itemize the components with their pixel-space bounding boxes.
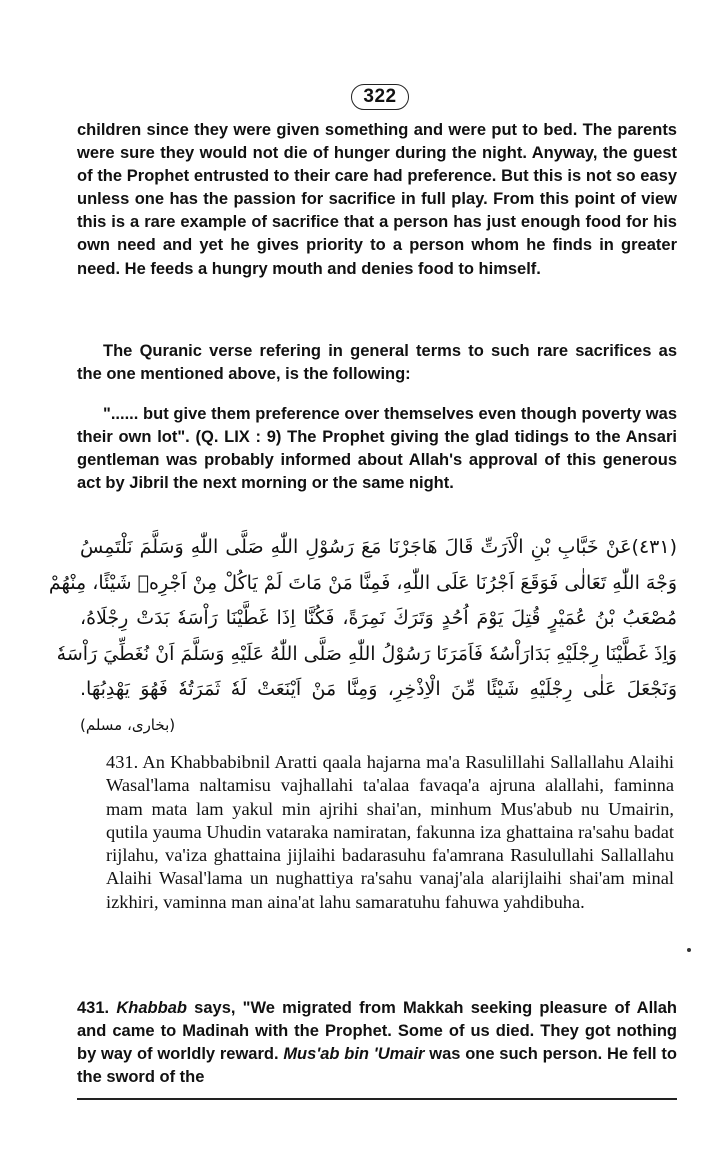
paragraph-quranic-verse: "...... but give them preference over themselves even though poverty was their own lot". (Q. LIX : 9) The Prophet giving the glad tidings to the Ansari gentleman was probably informed about Allah's approval of this generous act by Jibril the next morning or the same night. xyxy=(77,405,677,493)
hadith-source-reference: (بخاری، مسلم) xyxy=(80,716,176,734)
arabic-line: (٤٣١)عَنْ خَبَّابِ بْنِ الْاَرَتِّ قَالَ هَاجَرْنَا مَعَ رَسُوْلِ اللّٰهِ صَلَّى اللّٰهِ وَسَلَّمَ نَلْتَمِسُ xyxy=(80,536,677,558)
paragraph-hadith-translation xyxy=(77,997,677,1089)
arabic-hadith-text xyxy=(48,530,677,708)
paragraph-sacrifice-story: children since they were given something and were put to bed. The parents were sure they would not die of hunger during the night. Anyway, the guest of the Prophet entrusted to their care had preference. But this is not so easy unless one has the passion for sacrifice in full play. From this point of view this is a rare example of sacrifice that a person has just enough food for his own need and yet he gives priority to a person whom he finds in greater need. He feeds a hungry mouth and denies food to himself. xyxy=(77,121,677,278)
arabic-line: وَاِذَ غَطَّيْنَا رِجْلَيْهِ بَدَارَاْسُهٗ فَاَمَرَنَا رَسُوْلُ اللّٰهِ صَلَّى اللّٰهُ عَلَيْهِ وَسَلَّمَ اَنْ نُغَطِّيَ رَاْسَهٗ xyxy=(56,642,677,665)
arabic-line: وَجْهَ اللّٰهِ تَعَالٰى فَوَقَعَ اَجْرُنَا عَلَى اللّٰهِ، فَمِنَّا مَنْ مَاتَ لَمْ يَاكُلْ مِنْ اَجْرِهٖ شَيْئًا، مِنْهُمْ xyxy=(48,571,677,594)
hadith-number: 431. xyxy=(77,999,110,1017)
arabic-line: وَنَجْعَلَ عَلٰى رِجْلَيْهِ شَيْئًا مِّنَ الْاِذْخِرِ، وَمِنَّا مَنْ اَيْنَعَتْ لَهٗ ثَمَرَتُهٗ فَهُوَ يَهْدِبُهَا. xyxy=(80,678,677,700)
paragraph-quranic-reference: The Quranic verse refering in general terms to such rare sacrifices as the one mentioned above, is the following: xyxy=(77,342,677,384)
hadith-transliteration: 431. An Khabbabibnil Aratti qaala hajarna ma'a Rasulillahi Sallallahu Alaihi Wasal'lama naltamisu vajhallahi ta'alaa favaqa'a ajruna alallahi, faminna mam mata lam yakul min ajrihi shai'an, minhum Mus'abub nu Umairin, qutila yauma Uhudin vataraka namiratan, fakunna iza ghattaina ra'sahu badat rijlahu, va'iza ghattaina jijlaihi badarasuhu fa'amrana Rasulullahi Sallallahu Alaihi Wasal'lama un nughattiya ra'sahu vanaj'ala alarijlaihi shai'am minal izkhiri, vaminna man aina'at lahu samaratuhu fahuwa yahdibuha. xyxy=(106,752,674,912)
companion-name: Mus'ab bin 'Umair xyxy=(283,1045,425,1064)
bottom-rule-divider xyxy=(77,1098,677,1100)
page-number: 322 xyxy=(351,84,409,110)
narrator-name: Khabbab xyxy=(116,999,187,1017)
print-speck xyxy=(687,948,691,952)
arabic-line: مُصْعَبُ بْنُ عُمَيْرٍ قُتِلَ يَوْمَ اُحُدٍ وَتَرَكَ نَمِرَةً، فَكُنَّا اِذَا غَطَّيْنَا رَاْسَهٗ بَدَتْ رِجْلَاهُ، xyxy=(80,607,677,629)
translation-text: says, "We migrated from Makkah seeking pleasure of Allah and came to Madinah with the Prophet. Some of us died. They got nothing by way of worldly reward. xyxy=(77,999,677,1064)
translation-text-continued: was one such person. He fell to the sword of the xyxy=(77,1045,677,1087)
